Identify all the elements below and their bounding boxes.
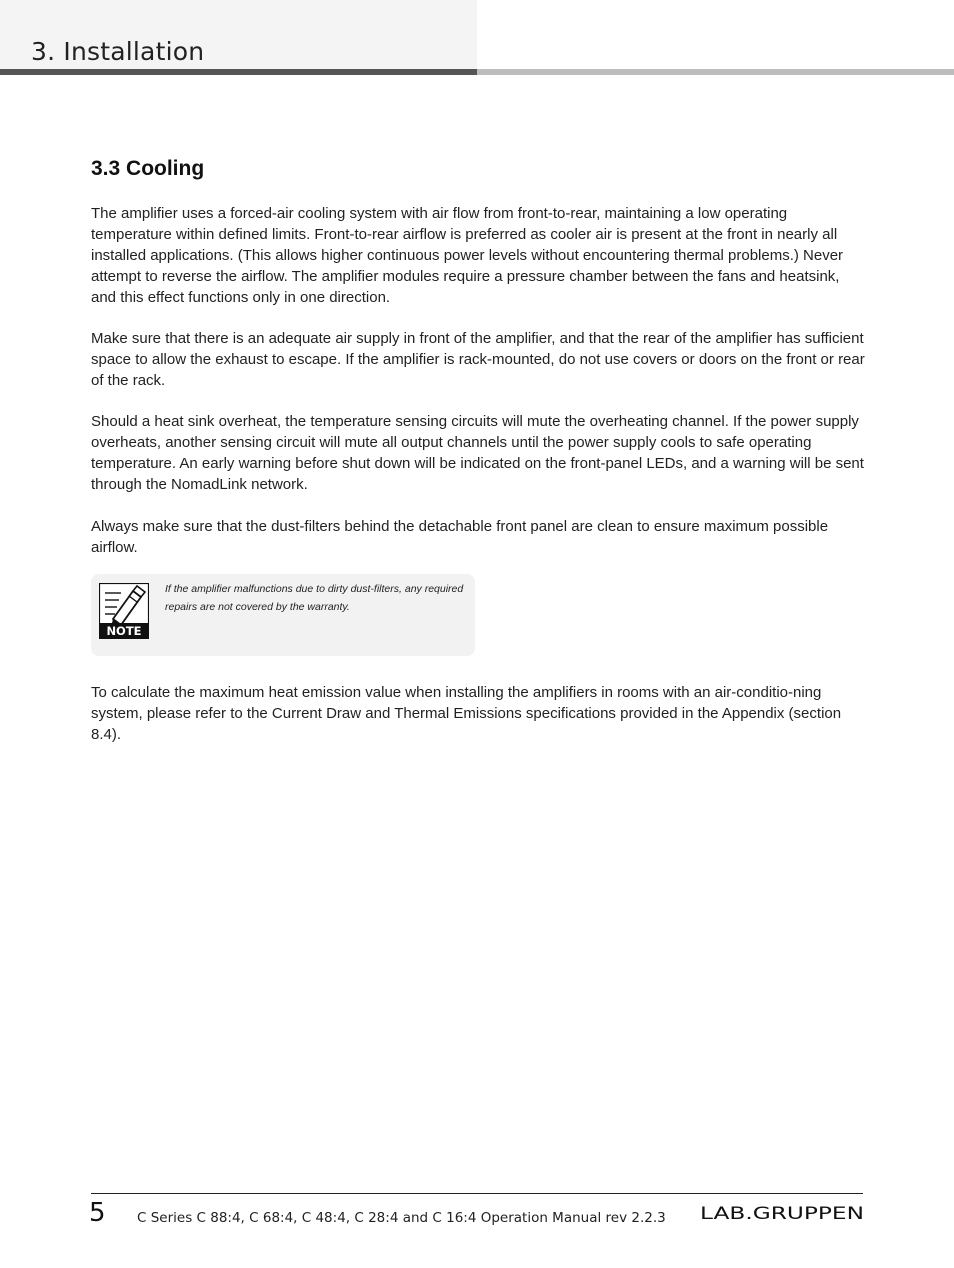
paragraph-heat-emission: To calculate the maximum heat emission value when installing the amplifiers in rooms with an air-conditio-ning system, please refer to the Current Draw and Thermal Emissions specifications provided in the Appendix (section 8.4). bbox=[91, 684, 842, 743]
paragraph-dust-filters: Always make sure that the dust-filters behind the detachable front panel are clean to ensure maximum possible airflow. bbox=[91, 518, 829, 556]
note-icon-label: NOTE bbox=[106, 624, 142, 638]
paragraph-airflow: The amplifier uses a forced-air cooling system with air flow from front-to-rear, maintaining a low operating temperature within defined limits. Front-to-rear airflow is preferred as cooler air is present at the front in nearly all installed applications. (This allows higher continuous power levels without encountering thermal problems.) Never attempt to reverse the airflow. The amplifier modules require a pressure chamber between the fans and heatsink, and this effect functions only in one direction. bbox=[91, 205, 844, 306]
page-number: 5 bbox=[89, 1198, 106, 1228]
chapter-title: 3. Installation bbox=[31, 37, 205, 66]
note-text: If the amplifier malfunctions due to dirty dust-filters, any required repairs are not covered by the warranty. bbox=[165, 583, 464, 613]
paragraph-air-supply: Make sure that there is an adequate air supply in front of the amplifier, and that the rear of the amplifier has sufficient space to allow the exhaust to escape. If the amplifier is rack-mounted, do not use covers or doors on the front or rear of the rack. bbox=[91, 330, 865, 389]
section-title: 3.3 Cooling bbox=[91, 157, 205, 180]
header-rule-dark bbox=[0, 69, 477, 75]
lab-gruppen-logo bbox=[700, 1203, 864, 1223]
footer-rule bbox=[91, 1193, 863, 1194]
manual-title: C Series C 88:4, C 68:4, C 48:4, C 28:4 and C 16:4 Operation Manual rev 2.2.3 bbox=[137, 1210, 666, 1226]
note-callout bbox=[91, 574, 475, 656]
header-rule-light bbox=[477, 69, 954, 75]
note-pencil-icon bbox=[99, 583, 149, 639]
paragraph-overheat: Should a heat sink overheat, the temperature sensing circuits will mute the overheating channel. If the power supply overheats, another sensing circuit will mute all output channels until the power supply cools to safe operating temperature. An early warning before shut down will be indicated on the front-panel LEDs, and a warning will be sent through the NomadLink network. bbox=[91, 413, 864, 493]
logo-text: LAB.GRUPPEN bbox=[700, 1204, 864, 1223]
